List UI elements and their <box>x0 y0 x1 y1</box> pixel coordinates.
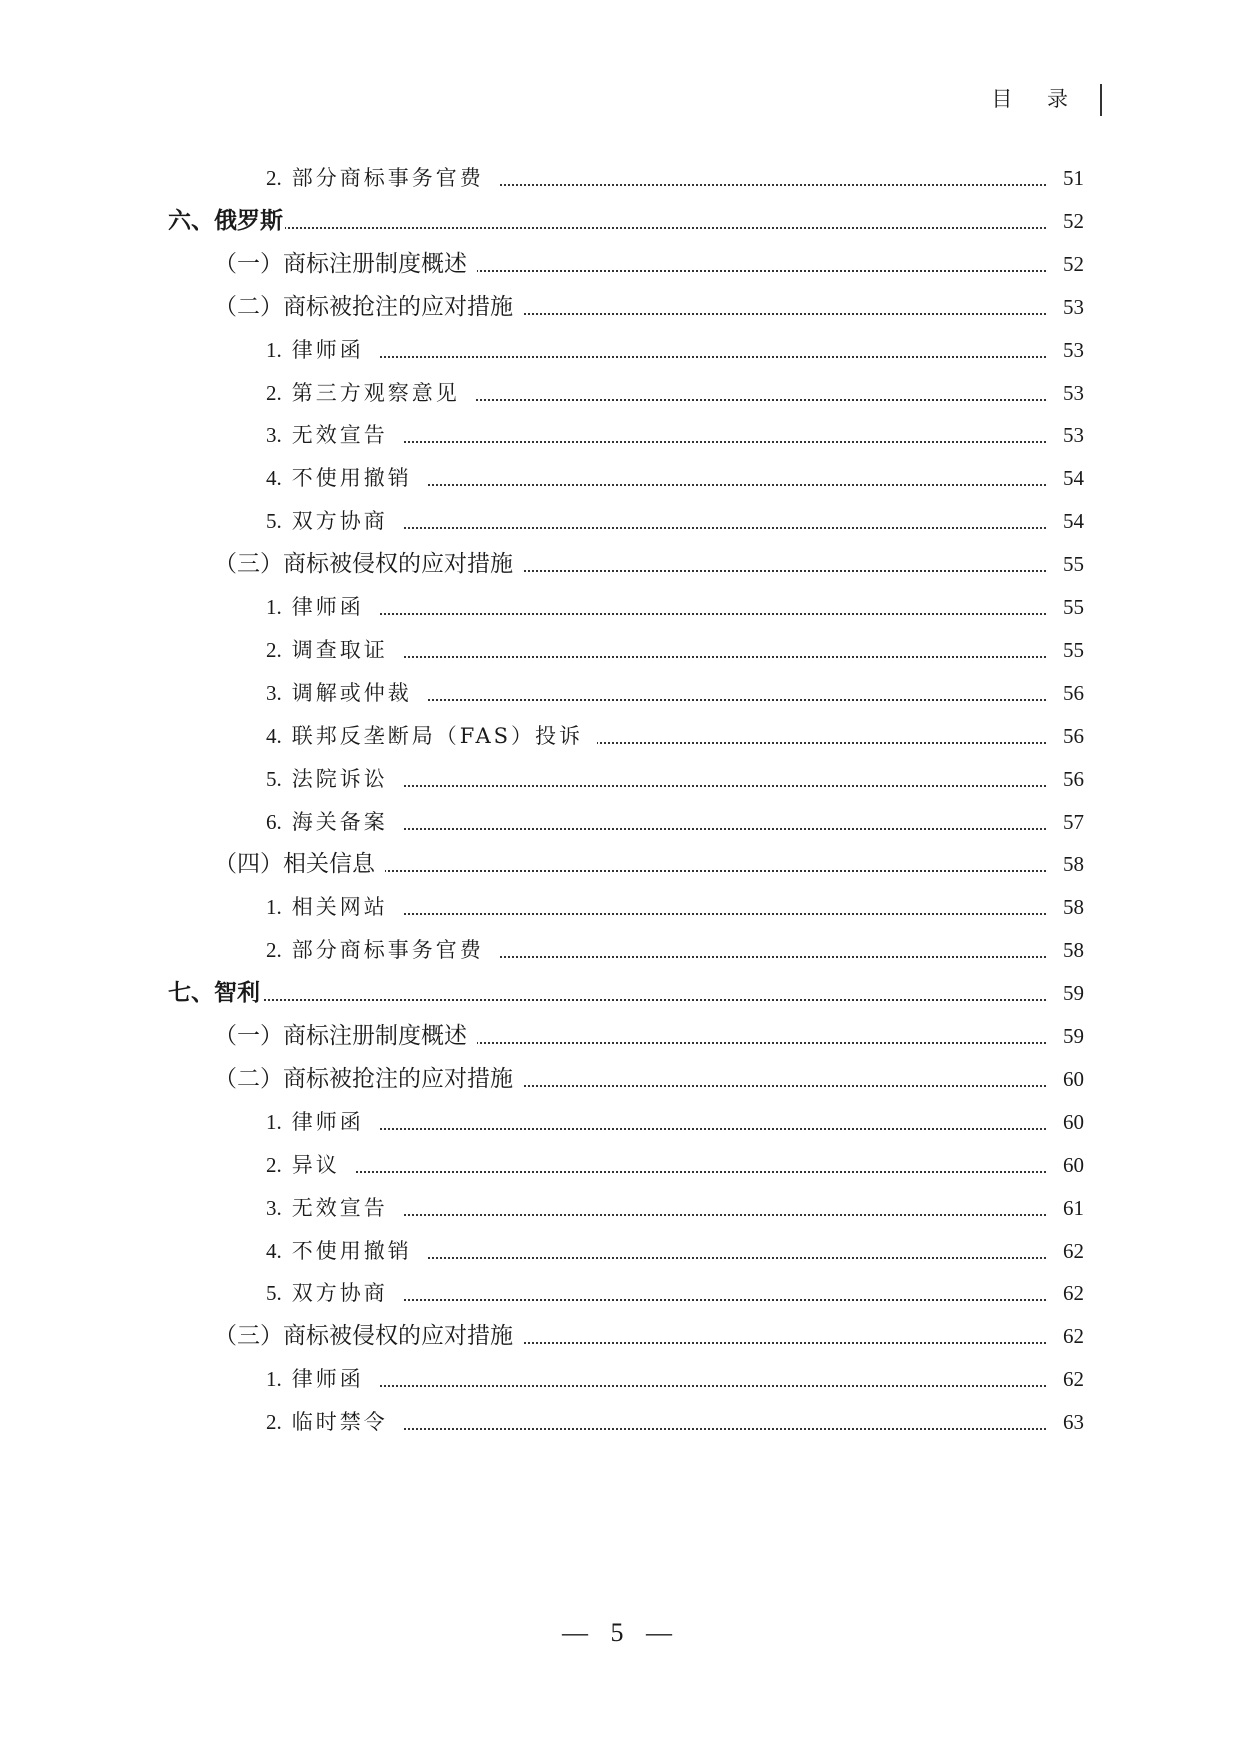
toc-entry[interactable] <box>0 415 1242 455</box>
toc-entry-label: 调查取证 <box>291 637 388 662</box>
toc-entry[interactable] <box>0 844 1242 884</box>
toc-entry-title <box>266 458 426 498</box>
toc-entry-page: 58 <box>1063 852 1084 877</box>
toc-entry[interactable] <box>0 1059 1242 1099</box>
toc-entry-title: （一）商标注册制度概述 <box>214 244 477 284</box>
toc-entry-number: 1. <box>266 595 282 619</box>
toc-entry-title: （三）商标被侵权的应对措施 <box>214 1316 523 1356</box>
toc-entry-page: 58 <box>1063 938 1084 963</box>
toc-entry-page: 52 <box>1063 251 1084 276</box>
toc-entry[interactable] <box>0 287 1242 327</box>
toc-entry-page: 51 <box>1063 166 1084 190</box>
toc-entry-page: 52 <box>1063 208 1084 233</box>
toc-entry[interactable] <box>0 630 1242 670</box>
toc-entry-page: 56 <box>1063 766 1084 791</box>
toc-entry-label: 律师函 <box>291 1367 364 1392</box>
toc-entry[interactable] <box>0 802 1242 842</box>
dot-leader <box>517 313 1046 315</box>
dot-leader <box>420 699 1046 701</box>
dot-leader <box>468 399 1046 401</box>
header-rule <box>1100 84 1102 116</box>
running-header <box>991 80 1082 116</box>
toc-entry[interactable] <box>0 158 1242 198</box>
toc-entry-title <box>266 1402 402 1442</box>
toc-entry-page: 55 <box>1063 637 1084 662</box>
toc-entry-page: 53 <box>1063 294 1084 319</box>
toc-entry-title <box>266 1359 378 1399</box>
toc-entry[interactable] <box>0 1145 1242 1185</box>
toc-entry-page: 56 <box>1063 680 1084 705</box>
toc-entry-page: 58 <box>1063 895 1084 920</box>
page-number: — 5 — <box>562 1618 680 1647</box>
toc-entry[interactable] <box>0 501 1242 541</box>
dot-leader <box>492 184 1046 186</box>
toc-entry-label: 不使用撤销 <box>291 1238 412 1263</box>
toc-entry[interactable] <box>0 1402 1242 1442</box>
toc-entry-page: 60 <box>1063 1152 1084 1177</box>
toc-entry-number: 1. <box>266 1109 282 1134</box>
toc-entry-label: 调解或仲裁 <box>291 680 412 705</box>
dot-leader <box>471 1042 1046 1044</box>
toc-entry-page: 59 <box>1063 981 1084 1006</box>
toc-entry-number: 4. <box>266 466 282 491</box>
toc-entry-title <box>266 373 474 413</box>
toc-entry-label: 相关网站 <box>291 895 388 920</box>
toc-entry-number: 3. <box>266 1195 282 1220</box>
toc-entry[interactable] <box>0 887 1242 927</box>
toc-entry[interactable] <box>0 330 1242 370</box>
toc-entry-number: 5. <box>266 509 282 534</box>
toc-entry-label: 双方协商 <box>291 1281 388 1306</box>
toc-entry-title <box>266 673 426 713</box>
toc-entry-number: 5. <box>266 766 282 791</box>
dot-leader <box>396 1299 1046 1301</box>
toc-entry-title <box>266 1102 378 1142</box>
toc-entry-title <box>266 716 597 756</box>
toc-entry-page: 60 <box>1063 1066 1084 1091</box>
toc-entry-title <box>266 158 498 198</box>
toc-entry-number: 6. <box>266 809 282 834</box>
toc-entry-label: 法院诉讼 <box>291 766 388 791</box>
toc-entry-title <box>266 630 402 670</box>
toc-entry-title <box>266 415 402 455</box>
dot-leader <box>420 1257 1046 1259</box>
toc-entry-number: 3. <box>266 423 282 448</box>
toc-entry-label: 双方协商 <box>291 509 388 534</box>
toc-entry-label: 律师函 <box>291 595 364 619</box>
toc-entry-label: 部分商标事务官费 <box>291 938 484 963</box>
dot-leader <box>396 527 1046 529</box>
dot-leader <box>372 613 1046 615</box>
toc-entry-number: 4. <box>266 723 282 748</box>
toc-entry[interactable] <box>0 973 1242 1013</box>
toc-entry-title <box>266 1188 402 1228</box>
toc-entry[interactable] <box>0 759 1242 799</box>
toc-entry[interactable] <box>0 1188 1242 1228</box>
toc-entry-title: 六、俄罗斯 <box>168 201 285 241</box>
dot-leader <box>396 785 1046 787</box>
dot-leader <box>372 1128 1046 1130</box>
toc-entry-number: 2. <box>266 938 282 963</box>
toc-entry-number: 2. <box>266 380 282 405</box>
toc-entry-label: 第三方观察意见 <box>291 380 460 405</box>
toc-entry-page: 55 <box>1063 595 1084 619</box>
toc-entry[interactable] <box>0 373 1242 413</box>
toc-entry-number: 2. <box>266 166 282 190</box>
toc-entry-number: 2. <box>266 637 282 662</box>
toc-entry-page: 60 <box>1063 1109 1084 1134</box>
toc-entry-page: 59 <box>1063 1024 1084 1048</box>
toc-entry-title: （三）商标被侵权的应对措施 <box>214 544 523 584</box>
toc-entry-label: 律师函 <box>291 337 364 362</box>
toc-entry-page: 53 <box>1063 380 1084 405</box>
dot-leader <box>396 913 1046 915</box>
dot-leader <box>517 570 1046 572</box>
toc-entry-label: 无效宣告 <box>291 423 388 448</box>
toc-entry-page: 62 <box>1063 1281 1084 1306</box>
toc-entry-page: 61 <box>1063 1195 1084 1220</box>
toc-entry-label: 联邦反垄断局（FAS）投诉 <box>291 723 584 748</box>
toc-entry-title <box>266 802 402 842</box>
toc-entry-label: 临时禁令 <box>291 1410 388 1435</box>
toc-entry[interactable] <box>0 544 1242 584</box>
toc-entry-page: 54 <box>1063 509 1084 534</box>
toc-entry[interactable] <box>0 1316 1242 1356</box>
toc-entry[interactable] <box>0 1016 1242 1056</box>
toc-entry[interactable] <box>0 587 1242 627</box>
toc-entry-page: 63 <box>1063 1410 1084 1435</box>
dot-leader <box>396 1214 1046 1216</box>
toc-entry-page: 54 <box>1063 466 1084 491</box>
dot-leader <box>372 356 1046 358</box>
toc-entry-number: 3. <box>266 680 282 705</box>
toc-entry[interactable] <box>0 244 1242 284</box>
toc-entry-title <box>266 330 378 370</box>
toc-entry-number: 1. <box>266 1367 282 1392</box>
toc-entry-number: 1. <box>266 895 282 920</box>
toc-entry-page: 53 <box>1063 423 1084 448</box>
toc-entry-title <box>266 887 402 927</box>
toc-entry-title <box>266 501 402 541</box>
section-title: 目 录 <box>991 87 1082 111</box>
toc-entry[interactable] <box>0 458 1242 498</box>
toc-entry-title <box>266 587 378 627</box>
dot-leader <box>396 828 1046 830</box>
toc-entry-label: 异议 <box>291 1152 340 1177</box>
toc-entry-title: 七、智利 <box>168 973 262 1013</box>
dot-leader <box>256 999 1046 1001</box>
toc-entry-title: （二）商标被抢注的应对措施 <box>214 1059 523 1099</box>
dot-leader <box>517 1342 1046 1344</box>
toc-entry-title: （一）商标注册制度概述 <box>214 1016 477 1056</box>
toc-entry[interactable] <box>0 1231 1242 1271</box>
toc-entry[interactable] <box>0 1102 1242 1142</box>
toc-entry[interactable] <box>0 1273 1242 1313</box>
toc-entry-page: 57 <box>1063 809 1084 834</box>
toc-entry[interactable] <box>0 673 1242 713</box>
toc-entry-title <box>266 759 402 799</box>
dot-leader <box>591 742 1046 744</box>
dot-leader <box>348 1171 1046 1173</box>
toc-entry[interactable] <box>0 716 1242 756</box>
dot-leader <box>471 270 1046 272</box>
dot-leader <box>396 441 1046 443</box>
dot-leader <box>396 1428 1046 1430</box>
toc-entry[interactable] <box>0 201 1242 241</box>
toc-entry-page: 53 <box>1063 337 1084 362</box>
toc-entry-label: 不使用撤销 <box>291 466 412 491</box>
toc-entry-number: 2. <box>266 1152 282 1177</box>
toc-entry-page: 55 <box>1063 552 1084 577</box>
toc-entry-title <box>266 1145 354 1185</box>
toc-entry-page: 56 <box>1063 723 1084 748</box>
toc-entry-title: （二）商标被抢注的应对措施 <box>214 287 523 327</box>
toc-entry-title <box>266 930 498 970</box>
dot-leader <box>517 1085 1046 1087</box>
toc-entry-title: （四）相关信息 <box>214 844 385 884</box>
dot-leader <box>492 956 1046 958</box>
toc-entry-title <box>266 1273 402 1313</box>
dot-leader <box>420 484 1046 486</box>
toc-entry-page: 62 <box>1063 1238 1084 1263</box>
toc-entry[interactable] <box>0 930 1242 970</box>
dot-leader <box>379 870 1046 872</box>
dot-leader <box>279 227 1046 229</box>
dot-leader <box>396 656 1046 658</box>
dot-leader <box>372 1385 1046 1387</box>
toc-entry-label: 部分商标事务官费 <box>291 166 484 190</box>
toc-entry-number: 4. <box>266 1238 282 1263</box>
toc-entry-label: 律师函 <box>291 1109 364 1134</box>
toc-entry-number: 5. <box>266 1281 282 1306</box>
toc-entry-label: 无效宣告 <box>291 1195 388 1220</box>
toc-entry-page: 62 <box>1063 1367 1084 1392</box>
toc-entry-title <box>266 1231 426 1271</box>
toc-entry-page: 62 <box>1063 1324 1084 1349</box>
toc-entry[interactable] <box>0 1359 1242 1399</box>
toc-entry-number: 1. <box>266 337 282 362</box>
toc-entry-label: 海关备案 <box>291 809 388 834</box>
toc-entry-number: 2. <box>266 1410 282 1435</box>
